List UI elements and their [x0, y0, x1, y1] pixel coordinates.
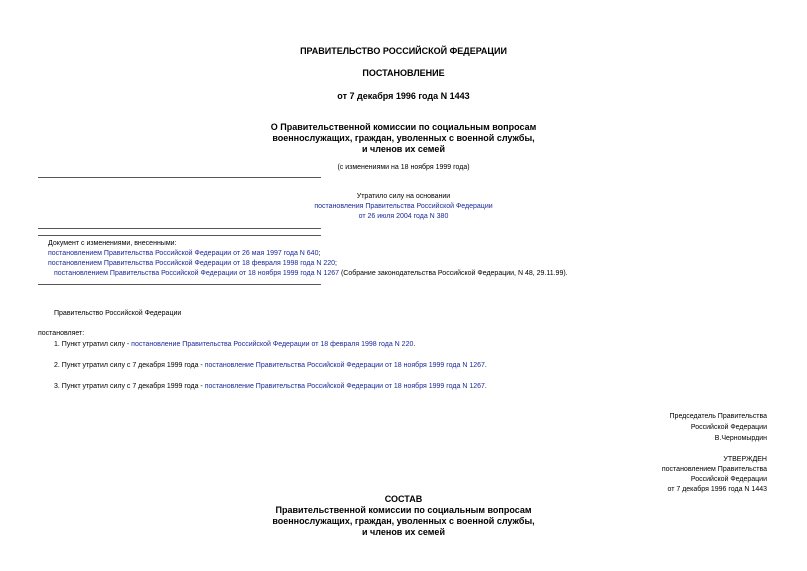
approval-heading: УТВЕРЖДЕН [723, 456, 767, 463]
change-item [48, 259, 337, 268]
composition-title-line-3: и членов их семей [362, 527, 445, 537]
document-title-line-1: О Правительственной комиссии по социальным вопросам [270, 122, 537, 132]
repeal-link-line-1[interactable]: постановления Правительства Российской Федерации [314, 203, 493, 210]
composition-title-line-1: Правительственной комиссии по социальным вопросам [275, 505, 532, 515]
point-link[interactable]: постановление Правительства Российской Федерации от 18 ноября 1999 года N 1267 [204, 362, 485, 369]
point-end: . [484, 362, 487, 369]
change-suffix: (Собрание законодательства Российской Федерации, N 48, 29.11.99). [339, 270, 568, 277]
point-text: 1. Пункт утратил силу - [54, 341, 132, 348]
amendment-note: (с изменениями на 18 ноября 1999 года) [337, 164, 470, 171]
point-link[interactable]: постановление Правительства Российской Федерации от 18 ноября 1999 года N 1267 [204, 383, 485, 390]
signature-position-2: Российской Федерации [690, 424, 767, 431]
repeal-notice: Утратило силу на основании [356, 193, 451, 200]
issuer: Правительство Российской Федерации [54, 310, 182, 317]
document-type: ПОСТАНОВЛЕНИЕ [362, 68, 445, 78]
point-link[interactable]: постановление Правительства Российской Федерации от 18 февраля 1998 года N 220 [131, 341, 414, 348]
signatory-name: В.Черномырдин [714, 435, 767, 442]
point-text: 3. Пункт утратил силу с 7 декабря 1999 года - [54, 383, 205, 390]
point-end: . [413, 341, 416, 348]
resolution-point [54, 340, 415, 349]
repeal-link-line-2[interactable]: от 26 июля 2004 года N 380 [358, 213, 449, 220]
resolution-point [54, 361, 487, 370]
divider [38, 177, 321, 178]
government-heading: ПРАВИТЕЛЬСТВО РОССИЙСКОЙ ФЕДЕРАЦИИ [300, 46, 507, 56]
change-item [54, 269, 568, 278]
change-link[interactable]: постановлением Правительства Российской Федерации от 18 февраля 1998 года N 220 [48, 260, 335, 267]
approval-line: Российской Федерации [690, 476, 767, 483]
resolution-point [54, 382, 487, 391]
divider [38, 235, 321, 236]
change-suffix: ; [318, 250, 321, 257]
point-end: . [484, 383, 487, 390]
divider [38, 284, 321, 285]
change-item [48, 249, 320, 258]
signature-position: Председатель Правительства [669, 413, 767, 420]
point-text: 2. Пункт утратил силу с 7 декабря 1999 года - [54, 362, 205, 369]
document-title-line-3: и членов их семей [362, 144, 445, 154]
divider [38, 228, 321, 229]
document-date-number: от 7 декабря 1996 года N 1443 [337, 91, 470, 101]
change-suffix: ; [335, 260, 337, 267]
document-title-line-2: военнослужащих, граждан, уволенных с военной службы, [272, 133, 535, 143]
approval-line: от 7 декабря 1996 года N 1443 [667, 486, 767, 493]
changes-intro: Документ с изменениями, внесенными: [48, 240, 177, 247]
change-link[interactable]: постановлением Правительства Российской Федерации от 26 мая 1997 года N 640 [48, 250, 319, 257]
change-link[interactable]: постановлением Правительства Российской Федерации от 18 ноября 1999 года N 1267 [54, 270, 340, 277]
composition-heading: СОСТАВ [384, 494, 423, 504]
resolves-word: постановляет: [38, 330, 85, 337]
approval-line: постановлением Правительства [661, 466, 767, 473]
composition-title-line-2: военнослужащих, граждан, уволенных с военной службы, [272, 516, 535, 526]
